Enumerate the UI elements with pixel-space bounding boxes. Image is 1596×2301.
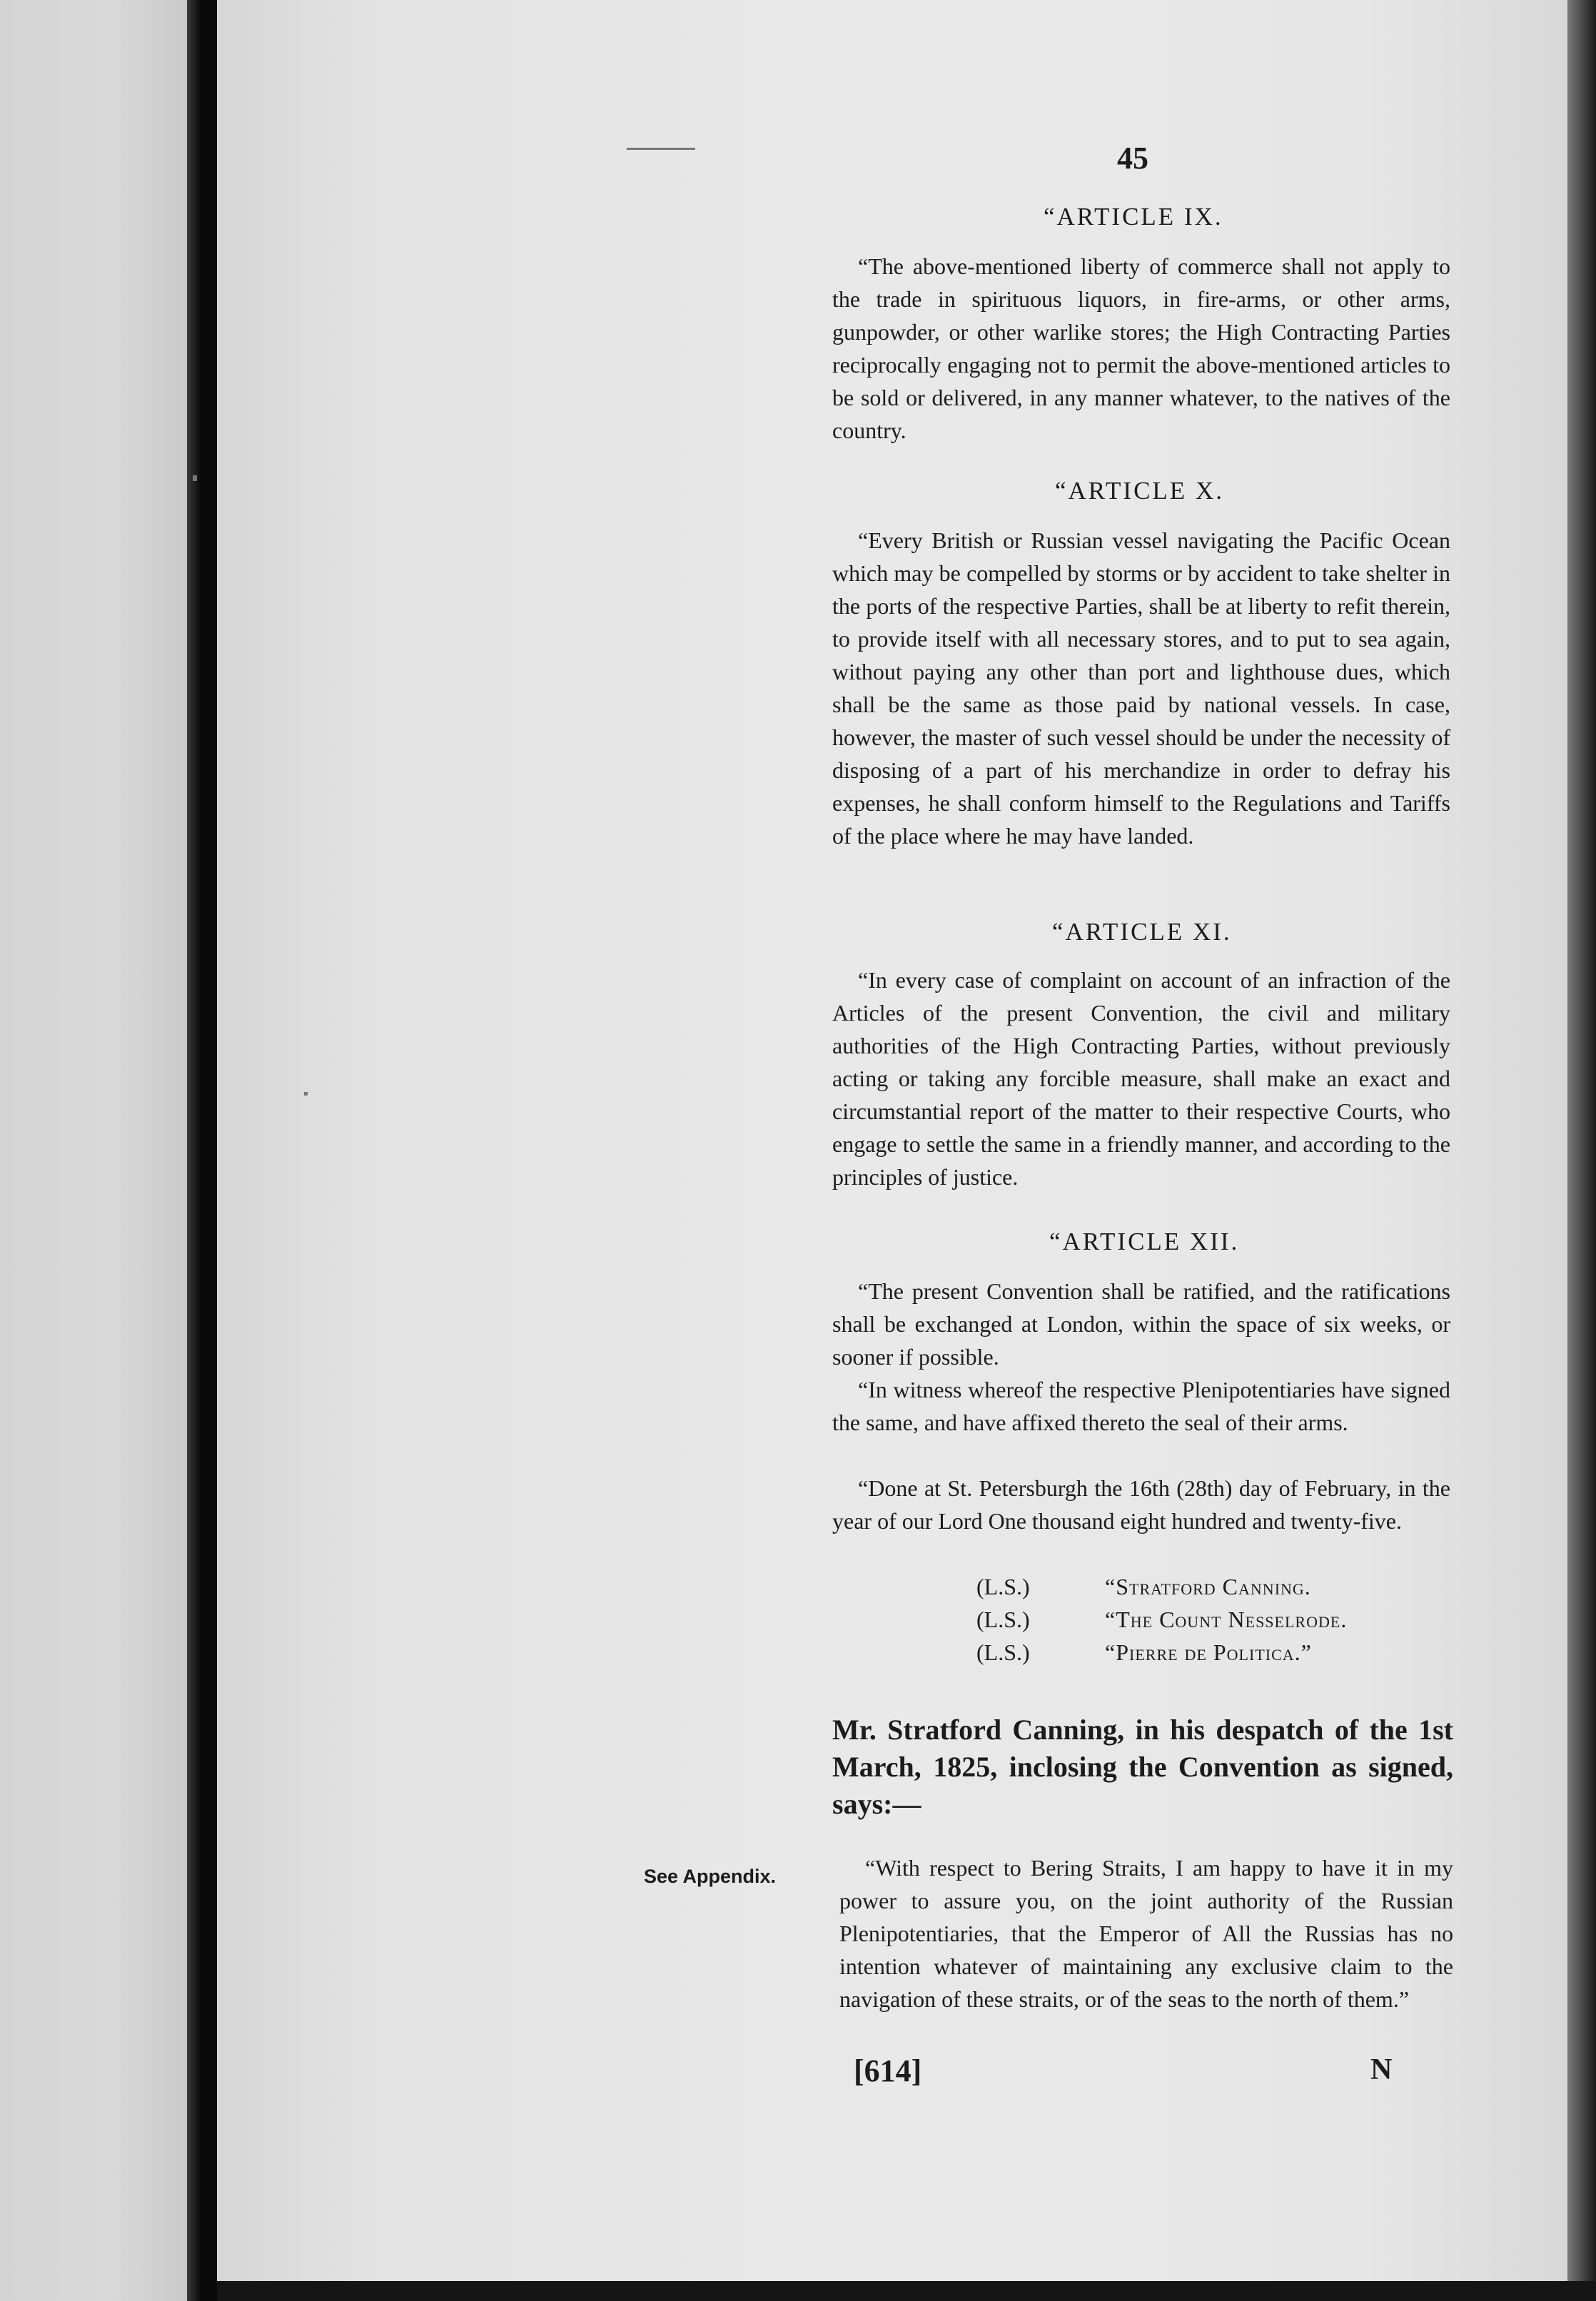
page-bottom-shadow — [217, 2281, 1596, 2301]
scan-speck — [304, 1092, 308, 1096]
seal-label: (L.S.) — [976, 1639, 1030, 1665]
article-paragraph: “In witness whereof the respective Plenipotentiaries have signed the same, and have affixed thereto the seal of their arms. — [832, 1377, 1450, 1435]
binding-shadow — [187, 0, 221, 2301]
article-heading: “ARTICLE X. — [1055, 477, 1224, 505]
facing-page — [0, 0, 187, 2301]
signatory-name: “Stratford Canning. — [1105, 1574, 1311, 1599]
seal-label: (L.S.) — [976, 1574, 1030, 1599]
print-number: [614] — [854, 2053, 922, 2088]
despatch-intro: Mr. Stratford Canning, in his despatch of the 1st March, 1825, inclosing the Convention as signed, says:— — [832, 1714, 1453, 1820]
signatory-name: “The Count Nesselrode. — [1105, 1607, 1348, 1632]
seal-label: (L.S.) — [976, 1607, 1030, 1632]
page-edge-shadow — [1567, 0, 1596, 2301]
scan-speck — [193, 475, 197, 481]
article-paragraph: “Every British or Russian vessel navigating the Pacific Ocean which may be compelled by storms or by accident to take shelter in the ports of the respective Parties, shall be at liberty to refit therein, to provide itself with all necessary stores, and to put to sea again, without paying any other than port and lighthouse dues, which shall be the same as those paid by national vessels. In case, however, the master of such vessel should be under the necessity of disposing of a part of his merchandize in order to defray his expenses, he shall conform himself to the Regulations and Tariffs of the place where he may have landed. — [832, 527, 1450, 849]
article-heading: “ARTICLE XI. — [1052, 918, 1232, 946]
scan-speck — [627, 148, 695, 150]
article-paragraph: “The above-mentioned liberty of commerce shall not apply to the trade in spirituous liquors, in fire-arms, or other arms, gunpowder, or other warlike stores; the High Contracting Parties reciprocally engaging not to permit the above-mentioned articles to be sold or delivered, in any manner whatever, to the natives of the country. — [832, 253, 1450, 443]
article-paragraph: “The present Convention shall be ratified, and the ratifications shall be exchanged at London, within the space of six weeks, or sooner if possible. — [832, 1278, 1450, 1370]
article-heading: “ARTICLE IX. — [1044, 203, 1223, 231]
article-paragraph: “In every case of complaint on account of an infraction of the Articles of the present Convention, the civil and military authorities of the High Contracting Parties, without previously acting or taking any forcible measure, shall make an exact and circumstantial report of the matter to their respective Courts, who engage to settle the same in a friendly manner, and according to the principles of justice. — [832, 967, 1450, 1190]
margin-note: See Appendix. — [644, 1866, 777, 1887]
despatch-quote: “With respect to Bering Straits, I am happy to have it in my power to assure you, on the joint authority of the Russian Plenipotentiaries, that the Emperor of All the Russias has no intention whatever of maintaining any exclusive claim to the navigation of these straits, or of the seas to the north of them.” — [839, 1855, 1453, 2012]
article-heading: “ARTICLE XII. — [1049, 1228, 1240, 1255]
signatory-name: “Pierre de Politica.” — [1105, 1639, 1312, 1665]
signature-mark: N — [1370, 2053, 1393, 2086]
page-number: 45 — [1117, 141, 1148, 176]
article-paragraph: “Done at St. Petersburgh the 16th (28th) day of February, in the year of our Lord One thousand eight hundred and twenty-five. — [832, 1475, 1450, 1534]
